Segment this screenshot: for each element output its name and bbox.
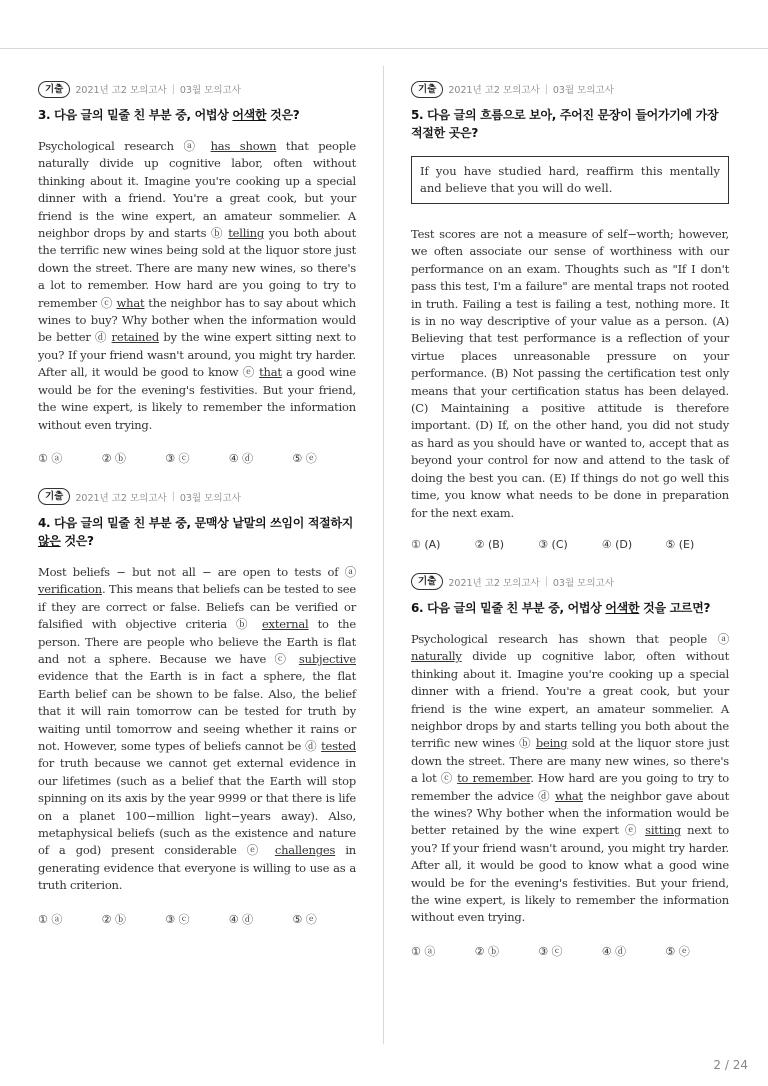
choice-5[interactable]: ⑤ (E): [665, 537, 695, 551]
question-meta: [38, 80, 356, 98]
meta-separator: |: [544, 83, 548, 95]
choice-2[interactable]: ② (B): [474, 537, 505, 551]
choice-2[interactable]: ② ⓑ: [101, 451, 126, 465]
answer-choices: [38, 450, 356, 466]
question-meta: [411, 80, 729, 98]
meta-year: 2021년 고2 모의고사: [448, 85, 540, 96]
past-exam-badge: 기출: [411, 573, 443, 590]
meta-month: 03월 모의고사: [179, 492, 241, 504]
underlined-b: telling: [228, 226, 265, 241]
left-column: [38, 80, 356, 949]
header-divider: [0, 48, 768, 49]
question-passage: Test scores are not a measure of self−worth; however, we often associate our sense of worthiness with our performance on an exam. Thoughts such as "If I don't pass this test, I'm a failure" are mental traps not rooted in truth. Failing a test is failing a test, nothing more. It is in no way descriptive of your value as a person. (A) Believing that test performance is a reflection of your virtue places unreasonable pressure on your performance. (B) Not passing the certification test only means that your certification status has been delayed. (C) Maintaining a positive attitude is therefore important. (D) If, on the other hand, you did not study as hard as you should have or wanted to, accept that as beyond your control for now and attend to the task of doing the best you can. (E) If things do not go well this time, you know what needs to be done in preparation for the next exam.: [411, 227, 729, 520]
underlined-c: to remember: [457, 771, 531, 786]
choice-3[interactable]: ③ ⓒ: [538, 944, 563, 958]
meta-separator: |: [171, 491, 175, 503]
choice-4[interactable]: ④ ⓓ: [228, 912, 254, 926]
meta-month: 03월 모의고사: [179, 85, 241, 96]
meta-separator: |: [544, 576, 548, 588]
question-3: [38, 80, 356, 466]
underlined-d: retained: [111, 330, 159, 345]
underlined-a: has shown: [210, 139, 277, 153]
underlined-e: that: [259, 365, 282, 380]
choice-2[interactable]: ② ⓑ: [474, 944, 499, 958]
meta-year: 2021년 고2 모의고사: [448, 577, 540, 589]
underlined-b: external: [261, 617, 309, 632]
underlined-c: subjective: [298, 651, 356, 666]
choice-5[interactable]: ⑤ ⓔ: [292, 912, 317, 926]
choice-1[interactable]: ① ⓐ: [38, 912, 63, 926]
choice-1[interactable]: ① ⓐ: [38, 451, 63, 465]
answer-choices: [411, 943, 729, 959]
past-exam-badge: 기출: [38, 81, 70, 98]
meta-year: 2021년 고2 모의고사: [75, 85, 167, 96]
choice-2[interactable]: ② ⓑ: [101, 912, 126, 926]
question-meta: [411, 573, 729, 591]
choice-5[interactable]: ⑤ ⓔ: [665, 944, 690, 958]
choice-1[interactable]: ① (A): [411, 537, 441, 551]
underlined-d: tested: [321, 738, 356, 753]
meta-month: 03월 모의고사: [552, 85, 614, 96]
choice-4[interactable]: ④ ⓓ: [601, 944, 627, 958]
question-title: 4. 다음 글의 밑줄 친 부분 중, 문맥상 낱말의 쓰임이 적절하지 않은 것은?: [38, 515, 354, 548]
page-indicator: 2 / 24: [713, 1058, 748, 1072]
question-4: [38, 488, 356, 927]
question-passage: Psychological research ⓐ has shown that people naturally divide up cognitive labor, often without thinking about it. Imagine you're cooking up a special dinner with a friend. You're a great cook, but your friend is the wine expert, an amateur sommelier. A neighbor drops by and starts ⓑ telling you both about the terrific new wines being sold at the liquor store just down the street. There are many new wines, so there's a lot to remember. How hard are you going to try to remember ⓒ what the neighbor has to say about which wines to buy? Why bother when the information would be better ⓓ retained by the wine expert sitting next to you? If your friend wasn't around, you might try harder. After all, it would be good to know ⓔ that a good wine would be for the evening's festivities. But your friend, the wine expert, is likely to remember the information without even trying.: [38, 139, 356, 432]
choice-3[interactable]: ③ ⓒ: [165, 451, 190, 465]
given-sentence-box: If you have studied hard, reaffirm this mentally and believe that you will do well.: [411, 156, 729, 204]
question-5: [411, 80, 729, 551]
choice-4[interactable]: ④ (D): [601, 537, 633, 551]
question-title: 3. 다음 글의 밑줄 친 부분 중, 어법상 어색한 것은?: [38, 108, 300, 122]
answer-choices: [38, 911, 356, 927]
past-exam-badge: 기출: [38, 488, 70, 505]
answer-choices: [411, 538, 729, 551]
question-title: 6. 다음 글의 밑줄 친 부분 중, 어법상 어색한 것을 고르면?: [411, 600, 711, 615]
meta-month: 03월 모의고사: [552, 577, 614, 589]
underlined-a: verification: [38, 582, 102, 597]
choice-5[interactable]: ⑤ ⓔ: [292, 451, 317, 465]
underlined-e: sitting: [645, 823, 681, 838]
question-6: [411, 573, 729, 959]
column-divider: [383, 66, 384, 1044]
question-passage: Psychological research has shown that people ⓐ naturally divide up cognitive labor, often without thinking about it. Imagine you're cooking up a special dinner with a friend. You're a great cook, but your friend is the wine expert, an amateur sommelier. A neighbor drops by and starts telling you both about the terrific new wines ⓑ being sold at the liquor store just down the street. There are many new wines, so there's a lot ⓒ to remember. How hard are you going to try to remember the advice ⓓ what the neighbor gave about the wines? Why bother when the information would be better retained by the wine expert ⓔ sitting next to you? If your friend wasn't around, you might try harder. After all, it would be good to know what a good wine would be for the evening's festivities. But your friend, the wine expert, is likely to remember the information without even trying.: [411, 631, 729, 925]
right-column: [411, 80, 729, 981]
underlined-e: challenges: [274, 843, 336, 858]
question-meta: [38, 488, 356, 506]
choice-3[interactable]: ③ (C): [538, 537, 568, 551]
meta-separator: |: [171, 83, 175, 95]
underlined-c: what: [116, 295, 145, 310]
choice-1[interactable]: ① ⓐ: [411, 944, 436, 958]
question-title: 5. 다음 글의 흐름으로 보아, 주어진 문장이 들어가기에 가장 적절한 곳은?: [411, 108, 719, 140]
underlined-d: what: [555, 788, 583, 803]
underlined-a: naturally: [411, 649, 462, 664]
question-passage: Most beliefs − but not all − are open to tests of ⓐ verification. This means that beliefs can be tested to see if they are correct or false. Beliefs can be verified or falsified with objective criteria ⓑ external to the person. There are people who believe the Earth is flat and not a sphere. Because we have ⓒ subjective evidence that the Earth is in fact a sphere, the flat Earth belief can be shown to be false. Also, the belief that it will rain tomorrow can be tested for truth by waiting until tomorrow and seeing whether it rains or not. However, some types of beliefs cannot be ⓓ tested for truth because we cannot get external evidence in our lifetimes (such as a belief that the Earth will stop spinning on its axis by the year 9999 or that there is life on a planet 100−million light−years away). Also, metaphysical beliefs (such as the existence and nature of a god) present considerable ⓔ challenges in generating evidence that everyone is willing to use as a truth criterion.: [38, 564, 357, 893]
meta-year: 2021년 고2 모의고사: [75, 492, 167, 504]
choice-4[interactable]: ④ ⓓ: [228, 451, 254, 465]
past-exam-badge: 기출: [411, 81, 443, 98]
choice-3[interactable]: ③ ⓒ: [165, 912, 190, 926]
underlined-b: being: [535, 736, 568, 751]
